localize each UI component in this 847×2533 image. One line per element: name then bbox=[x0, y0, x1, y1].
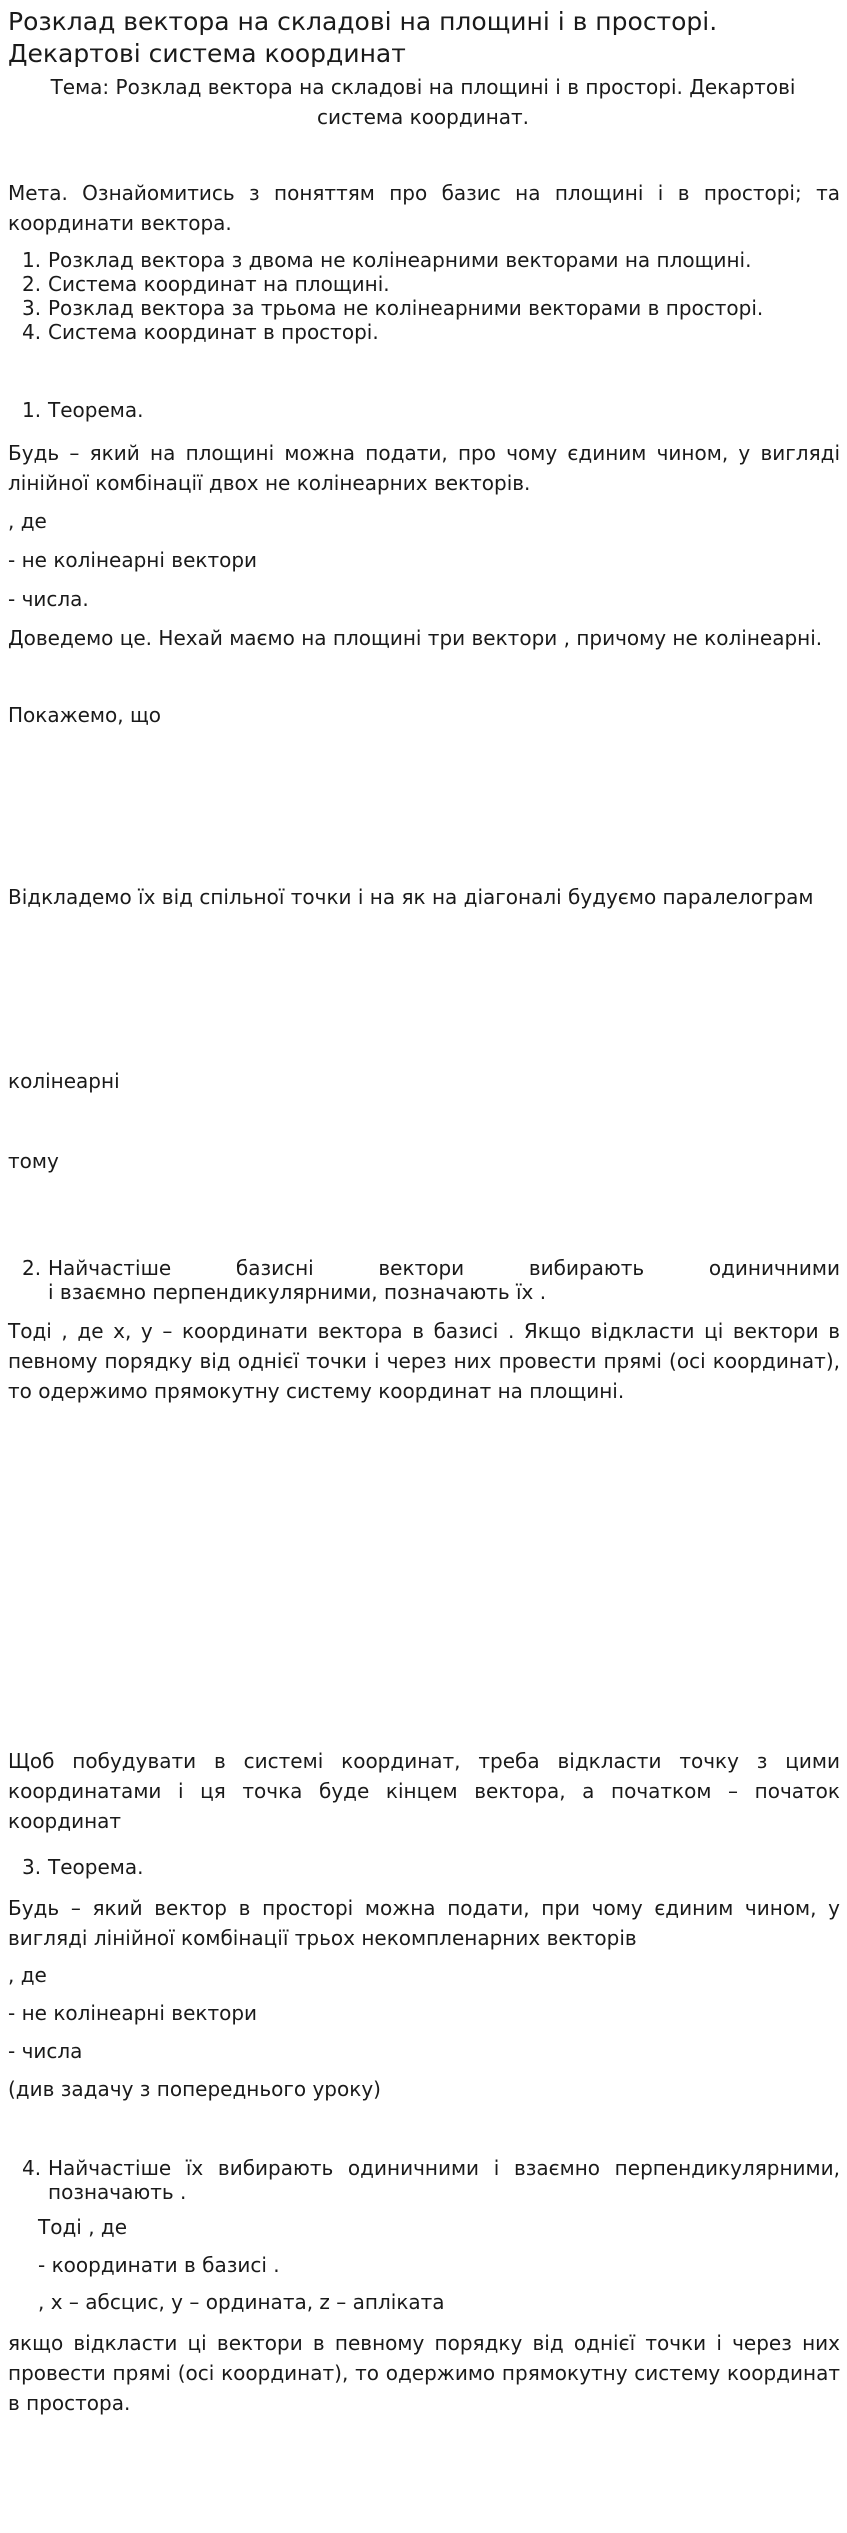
plan-item bbox=[22, 320, 840, 344]
plan-item-text: Розклад вектора за трьома не колінеарними векторами в просторі. bbox=[48, 296, 764, 320]
section4-line1: Найчастіше їх вибирають одиничними і взаємно перпендикулярними, bbox=[48, 2156, 840, 2180]
section2-then: Тоді , де х, у – координати вектора в базисі . Якщо відкласти ці вектори в певному порядку від однієї точки і через них провести прямі (осі координат), то одержимо прямокутну систему координат на площині. bbox=[8, 1319, 840, 1403]
plan-item-number: 4. bbox=[22, 320, 42, 344]
section4-final: якщо відкласти ці вектори в певному порядку від однієї точки і через них провести прямі (осі координат), то одержимо прямокутну систему координат в простора. bbox=[8, 2331, 840, 2415]
section3-heading bbox=[22, 1855, 840, 1879]
section4-axes: , х – абсцис, у – ордината, z – апліката bbox=[38, 2290, 445, 2314]
section2-paragraph bbox=[22, 1256, 840, 1304]
plan-item-text: Система координат на площині. bbox=[48, 272, 390, 296]
section1-heading bbox=[22, 398, 840, 422]
plan-item-number: 1. bbox=[22, 248, 42, 272]
lesson-goal: Мета. Ознайомитись з поняттям про базис на площині і в просторі; та координати вектора. bbox=[8, 181, 840, 235]
section2-word: вибирають bbox=[528, 1256, 645, 1280]
theorem3-numbers: - числа bbox=[8, 2039, 83, 2063]
proof-therefore: тому bbox=[8, 1149, 59, 1173]
section2-line2: і взаємно перпендикулярними, позначають їх . bbox=[48, 1280, 547, 1304]
proof-show: Покажемо, що bbox=[8, 703, 162, 727]
section4-then: Тоді , де bbox=[38, 2215, 128, 2239]
plan-item-number: 2. bbox=[22, 272, 42, 296]
plan-item bbox=[22, 248, 840, 272]
theorem1-text: Будь – який на площині можна подати, про чому єдиним чином, у вигляді лінійної комбінації двох не колінеарних векторів. bbox=[8, 441, 840, 495]
theorem1-noncollinear: - не колінеарні вектори bbox=[8, 548, 258, 572]
section1-title: Теорема. bbox=[48, 398, 144, 422]
page-title: Розклад вектора на складові на площині і в просторі. Декартові система координат bbox=[8, 7, 718, 68]
theorem3-where: , де bbox=[8, 1963, 47, 1987]
theorem3-task-ref: (див задачу з попереднього уроку) bbox=[8, 2077, 381, 2101]
plan-item bbox=[22, 272, 840, 296]
section2-word: Найчастіше bbox=[48, 1256, 172, 1280]
section4-coords: - координати в базисі . bbox=[38, 2253, 280, 2277]
plan-item-text: Розклад вектора з двома не колінеарними векторами на площині. bbox=[48, 248, 752, 272]
section4-line2: позначають . bbox=[48, 2180, 187, 2204]
section3-number: 3. bbox=[22, 1855, 42, 1879]
section4-paragraph bbox=[22, 2156, 840, 2204]
section2-build: Щоб побудувати в системі координат, треба відкласти точку з цими координатами і ця точка буде кінцем вектора, а початком – початок координат bbox=[8, 1749, 840, 1833]
section2-number: 2. bbox=[22, 1256, 42, 1280]
proof-construct: Відкладемо їх від спільної точки і на як на діагоналі будуємо паралелограм bbox=[8, 885, 814, 909]
section2-word: вектори bbox=[378, 1256, 465, 1280]
plan-item-text: Система координат в просторі. bbox=[48, 320, 379, 344]
proof-collinear: колінеарні bbox=[8, 1069, 120, 1093]
theorem3-noncollinear: - не колінеарні вектори bbox=[8, 2001, 258, 2025]
plan-item bbox=[22, 296, 840, 320]
section3-title: Теорема. bbox=[48, 1855, 144, 1879]
section4-number: 4. bbox=[22, 2156, 42, 2180]
section2-word: базисні bbox=[235, 1256, 314, 1280]
section2-word: одиничними bbox=[708, 1256, 840, 1280]
section1-number: 1. bbox=[22, 398, 42, 422]
plan-item-number: 3. bbox=[22, 296, 42, 320]
theorem1-where: , де bbox=[8, 509, 47, 533]
theorem3-text: Будь – який вектор в просторі можна подати, при чому єдиним чином, у вигляді лінійної комбінації трьох некомпленарних векторів bbox=[8, 1896, 840, 1950]
proof-start: Доведемо це. Нехай маємо на площині три вектори , причому не колінеарні. bbox=[8, 626, 823, 650]
lesson-theme: Тема: Розклад вектора на складові на площині і в просторі. Декартові система координат. bbox=[50, 75, 796, 129]
theorem1-numbers: - числа. bbox=[8, 587, 89, 611]
